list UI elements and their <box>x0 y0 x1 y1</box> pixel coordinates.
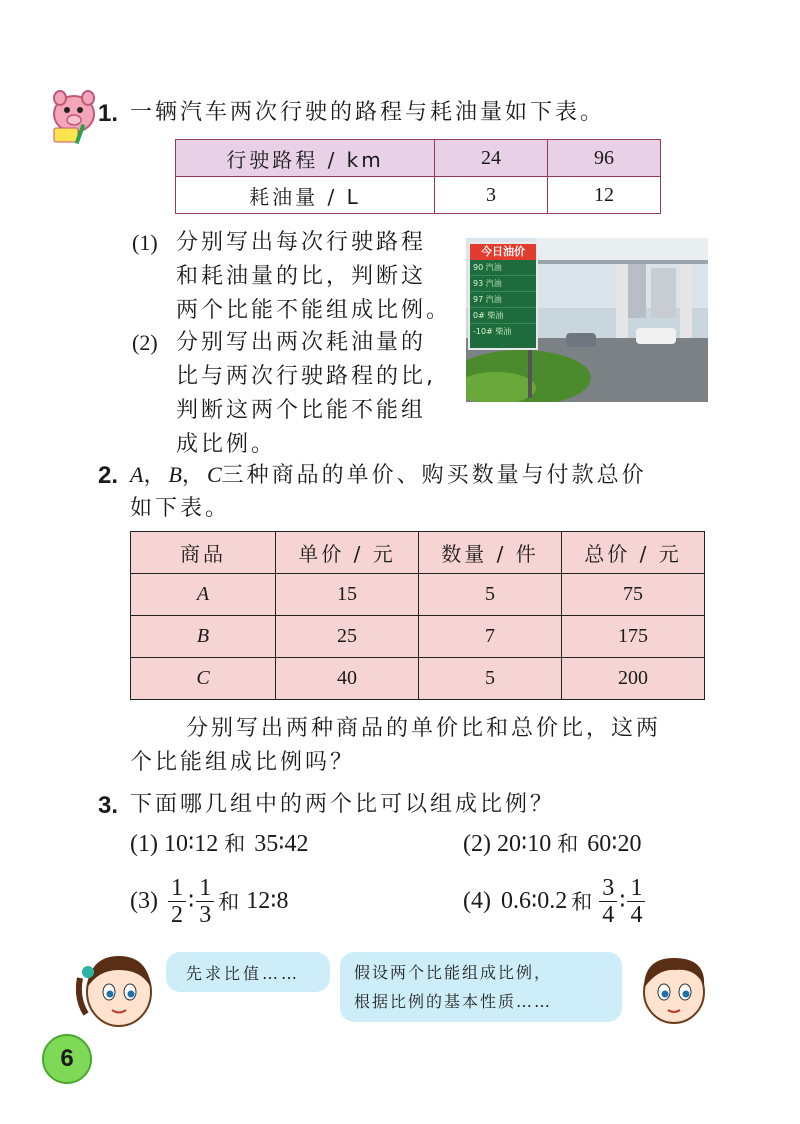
girl-avatar <box>76 948 162 1030</box>
boy-hint-line1: 假设两个比能组成比例， <box>354 963 553 982</box>
table-cell: 40 <box>276 658 419 700</box>
q2-prompt-line1: 分别写出两种商品的单价比和总价比，这两 <box>186 716 662 741</box>
fraction <box>599 875 617 928</box>
sign-row: 93 汽油 <box>470 276 536 292</box>
ratio-colon: ∶ <box>270 888 277 915</box>
q3-number: 3. <box>98 792 119 819</box>
fraction-numerator: 3 <box>602 874 615 901</box>
table-cell: A <box>131 574 276 616</box>
ratio-term: 42 <box>284 831 309 857</box>
item-number: (2) <box>463 831 491 857</box>
q1-sub2-number: (2) <box>132 330 158 355</box>
oil-price-sign <box>468 242 538 350</box>
and-word: 和 <box>571 890 596 914</box>
q3-item-3 <box>130 872 288 930</box>
ratio-colon: ∶ <box>520 831 528 857</box>
table-cell: 行驶路程 / km <box>176 140 435 177</box>
ratio-term: 20 <box>496 831 521 857</box>
q3-item-4 <box>463 872 645 930</box>
q3-title: 下面哪几组中的两个比可以组成比例？ <box>130 792 556 817</box>
table-cell: 12 <box>548 177 661 214</box>
q2-line1: A，B，C三种商品的单价、购买数量与付款总价 <box>130 462 647 488</box>
and-word: 和 <box>557 832 582 856</box>
table-cell: 25 <box>276 616 419 658</box>
table-cell: C <box>131 658 276 700</box>
table-cell: 96 <box>548 140 661 177</box>
sign-row: 97 汽油 <box>470 292 536 308</box>
fraction-denominator: 4 <box>602 901 615 928</box>
ratio-term: 12 <box>194 831 219 857</box>
q2-line1-text: 三种商品的单价、购买数量与付款总价 <box>221 463 647 488</box>
sign-row: 90 汽油 <box>470 260 536 276</box>
item-letter: C <box>206 462 222 487</box>
ratio-colon: ∶ <box>611 831 618 857</box>
ratio-term: 0.6 <box>500 887 531 914</box>
table-row <box>131 574 705 616</box>
boy-avatar <box>636 952 712 1026</box>
table-header: 总价 / 元 <box>562 532 705 574</box>
fraction-numerator: 1 <box>630 874 643 901</box>
q1-table <box>175 139 661 214</box>
text-line: 和耗油量的比，判断这 <box>176 264 427 289</box>
table-cell: 175 <box>562 616 705 658</box>
and-word: 和 <box>218 890 243 914</box>
boy-speech-bubble <box>340 952 622 1022</box>
fraction-denominator: 2 <box>170 901 183 928</box>
item-number: (4) <box>463 887 491 914</box>
page-number: 6 <box>60 1045 74 1072</box>
text-line: 分别写出两次耗油量的 <box>176 330 427 355</box>
text-line: 判断这两个比能不能组 <box>176 398 427 423</box>
sign-title: 今日油价 <box>470 244 536 260</box>
table-row <box>131 616 705 658</box>
fraction <box>196 875 214 928</box>
girl-hint-text: 先求比值…… <box>186 964 301 983</box>
ratio-term: 8 <box>276 887 289 914</box>
table-cell: 5 <box>419 658 562 700</box>
table-header: 数量 / 件 <box>419 532 562 574</box>
page-number-badge <box>42 1034 92 1084</box>
text-line: 分别写出每次行驶路程 <box>176 230 427 255</box>
q2-line2: 如下表。 <box>130 496 231 521</box>
q1-sub2-text <box>176 326 436 462</box>
table-header: 商品 <box>131 532 276 574</box>
table-cell: 3 <box>435 177 548 214</box>
item-number: (1) <box>130 831 158 857</box>
and-word: 和 <box>224 832 249 856</box>
q2-number: 2. <box>98 462 119 489</box>
q1-sub1-text <box>176 226 451 328</box>
fraction-numerator: 1 <box>199 874 212 901</box>
q1-number: 1. <box>98 100 119 127</box>
ratio-colon: ∶ <box>187 831 195 857</box>
ratio-term: 10 <box>163 831 188 857</box>
ratio-term: 60 <box>587 831 612 857</box>
boy-hint-line2: 根据比例的基本性质…… <box>354 992 553 1011</box>
pig-mascot-icon <box>48 86 100 146</box>
text-line: 比与两次行驶路程的比, <box>176 364 436 389</box>
ratio-colon: ∶ <box>187 888 195 915</box>
sign-row: 0# 柴油 <box>470 308 536 324</box>
ratio-colon: ∶ <box>278 831 285 857</box>
text-line: 两个比能不能组成比例。 <box>176 298 452 323</box>
fraction-denominator: 3 <box>199 901 212 928</box>
ratio-colon: ∶ <box>530 888 538 915</box>
item-letter: A <box>130 462 144 487</box>
table-header-row <box>131 532 705 574</box>
q2-prompt-line2: 个比能组成比例吗？ <box>130 750 356 775</box>
table-row <box>176 177 661 214</box>
ratio-term: 10 <box>527 831 552 857</box>
table-cell: 5 <box>419 574 562 616</box>
gas-station-photo <box>466 238 708 402</box>
table-cell: 200 <box>562 658 705 700</box>
q2-table <box>130 531 705 700</box>
q1-title: 一辆汽车两次行驶的路程与耗油量如下表。 <box>130 100 606 125</box>
fraction-denominator: 4 <box>630 901 643 928</box>
item-number: (3) <box>130 887 158 914</box>
sign-row: -10# 柴油 <box>473 327 512 336</box>
item-letter: B <box>168 462 182 487</box>
ratio-colon: ∶ <box>619 888 626 915</box>
text-line: 成比例。 <box>176 432 277 457</box>
fraction-numerator: 1 <box>170 874 183 901</box>
table-cell: 耗油量 / L <box>176 177 435 214</box>
ratio-term: 20 <box>617 831 642 857</box>
q3-item-1 <box>130 828 308 858</box>
table-cell: 15 <box>276 574 419 616</box>
table-row <box>176 140 661 177</box>
table-cell: 75 <box>562 574 705 616</box>
girl-speech-bubble <box>166 952 330 992</box>
table-cell: 24 <box>435 140 548 177</box>
table-cell: 7 <box>419 616 562 658</box>
q1-sub1-number: (1) <box>132 230 158 255</box>
fraction <box>627 875 645 928</box>
ratio-term: 35 <box>254 831 279 857</box>
table-cell: B <box>131 616 276 658</box>
table-header: 单价 / 元 <box>276 532 419 574</box>
table-row <box>131 658 705 700</box>
fraction <box>168 875 186 928</box>
ratio-term: 0.2 <box>537 887 568 914</box>
ratio-term: 12 <box>246 887 271 914</box>
q3-item-2 <box>463 828 641 858</box>
